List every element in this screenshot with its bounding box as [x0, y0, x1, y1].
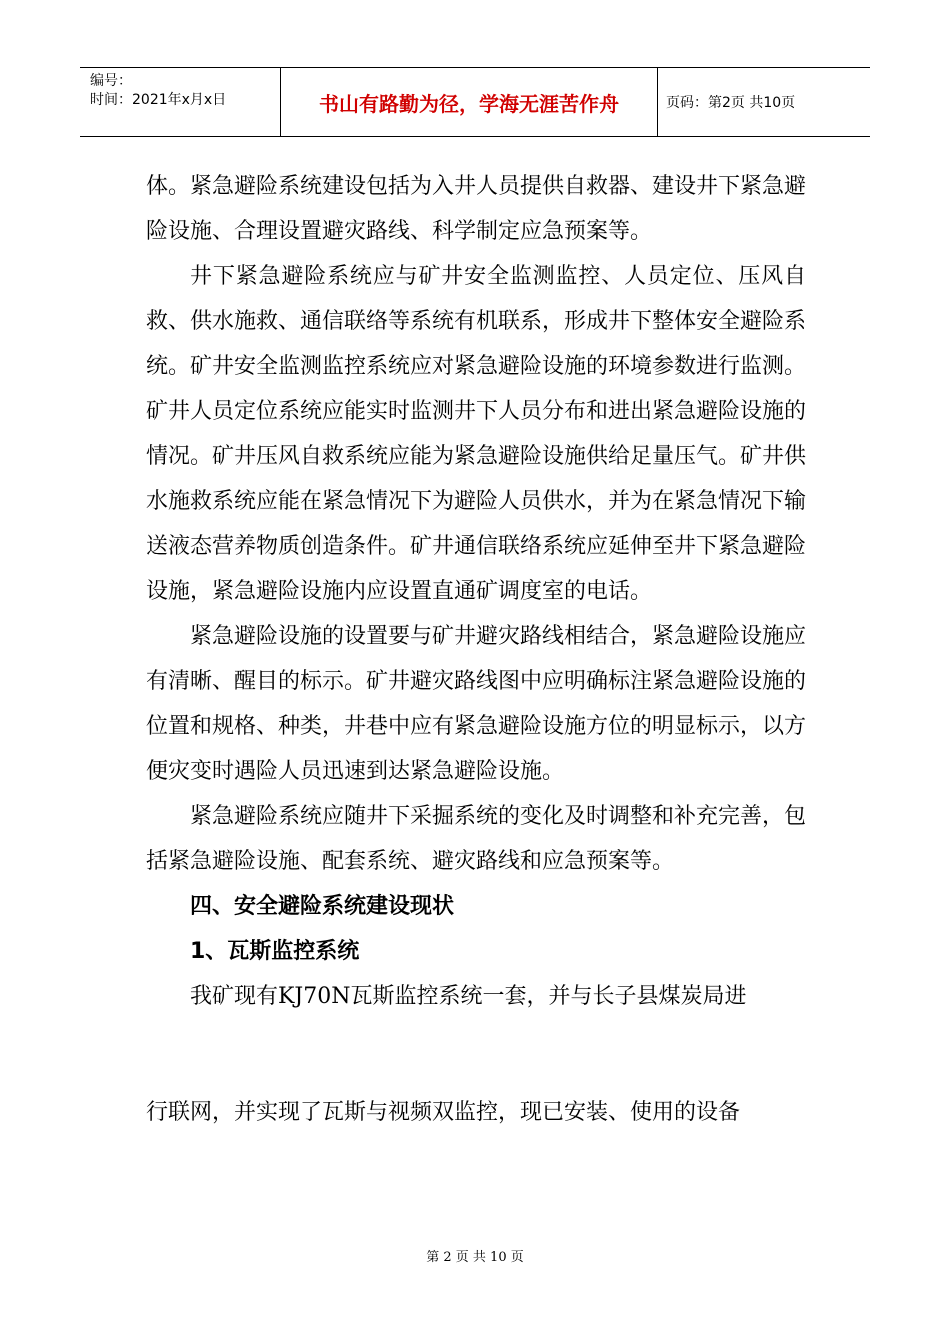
header-meta — [80, 68, 281, 136]
header-page-info: 页码：第2页 共10页 — [666, 95, 796, 111]
paragraph: 井下紧急避险系统应与矿井安全监测监控、人员定位、压风自救、供水施救、通信联络等系统有机联系，形成井下整体安全避险系统。矿井安全监测监控系统应对紧急避险设施的环境参数进行监测。矿井人员定位系统应能实时监测井下人员分布和进出紧急避险设施的情况。矿井压风自救系统应能为紧急避险设施供给足量压气。矿井供水施救系统应能在紧急情况下为避险人员供水，并为在紧急情况下输送液态营养物质创造条件。矿井通信联络系统应延伸至井下紧急避险设施，紧急避险设施内应设置直通矿调度室的电话。 — [146, 264, 807, 604]
paragraph: 行联网，并实现了瓦斯与视频双监控，现已安装、使用的设备 — [146, 1100, 741, 1125]
paragraph: 紧急避险设施的设置要与矿井避灾路线相结合，紧急避险设施应有清晰、醒目的标示。矿井避灾路线图中应明确标注紧急避险设施的位置和规格、种类，井巷中应有紧急避险设施方位的明显标示，以方便灾变时遇险人员迅速到达紧急避险设施。 — [146, 624, 807, 784]
page-footer: 第 2 页 共 10 页 — [426, 1250, 524, 1265]
page-break-gap — [146, 1019, 806, 1090]
time-label: 时间：2021年x月x日 — [90, 92, 227, 108]
paragraph: 紧急避险系统应随井下采掘系统的变化及时调整和补充完善，包括紧急避险设施、配套系统、避灾路线和应急预案等。 — [146, 804, 807, 874]
header-motto: 书山有路勤为径，学海无涯苦作舟 — [281, 68, 658, 136]
section-heading: 四、安全避险系统建设现状 — [190, 894, 455, 919]
paragraph: 我矿现有KJ70N瓦斯监控系统一套，并与长子县煤炭局进 — [190, 984, 747, 1009]
paragraph: 体。紧急避险系统建设包括为入井人员提供自救器、建设井下紧急避险设施、合理设置避灾路线、科学制定应急预案等。 — [146, 174, 807, 244]
page-header — [80, 67, 870, 137]
serial-label: 编号： — [90, 73, 132, 89]
document-body — [146, 164, 806, 1135]
subsection-heading: 1、瓦斯监控系统 — [190, 939, 360, 964]
